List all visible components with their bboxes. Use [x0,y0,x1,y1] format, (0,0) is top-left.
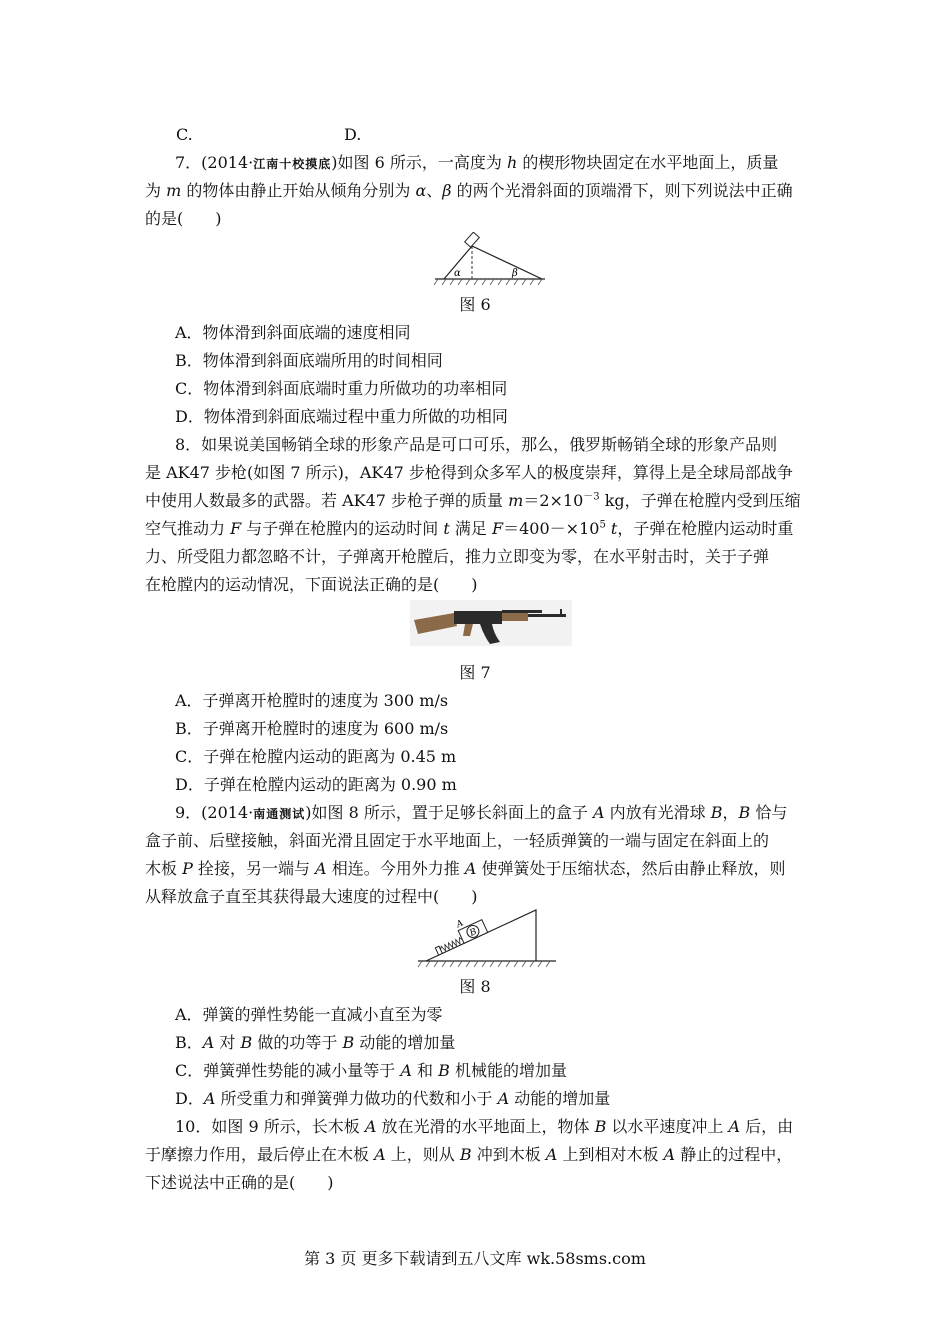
q9-source: 南通测试 [253,807,306,821]
option-c: C. [176,125,193,144]
q9-option-d: D．A 所受重力和弹簧弹力做功的代数和小于 A 动能的增加量 [175,1089,611,1108]
svg-text:B: B [468,927,479,939]
q8-option-b: B．子弹离开枪膛时的速度为 600 m/s [175,719,449,738]
q7-option-d: D．物体滑到斜面底端过程中重力所做的功相同 [175,407,508,426]
figure-8-caption: 图 8 [459,977,491,996]
q7-source: 江南十校摸底 [253,157,332,171]
svg-text:α: α [454,268,461,279]
q9-option-b: B．A 对 B 做的功等于 B 动能的增加量 [175,1033,456,1052]
q9-line-4: 从释放盒子直至其获得最大速度的过程中( ) [145,887,478,906]
q8-line-1: 8．如果说美国畅销全球的形象产品是可口可乐，那么，俄罗斯畅销全球的形象产品则 [175,435,778,454]
q9-line-1: 9．(2014·南通测试)如图 8 所示，置于足够长斜面上的盒子 A 内放有光滑球 B，B 恰与 [175,803,788,822]
option-row-cd [176,124,836,146]
q9-option-a: A．弹簧的弹性势能一直减小直至为零 [175,1005,443,1024]
q8-line-2: 是 AK47 步枪(如图 7 所示)，AK47 步枪得到众多军人的极度崇拜，算得上是全球局部战争 [145,463,793,482]
figure-7-caption: 图 7 [459,663,491,682]
q7-option-c: C．物体滑到斜面底端时重力所做功的功率相同 [175,379,508,398]
q8-line-4: 空气推动力 F 与子弹在枪膛内的运动时间 t 满足 $F=400-\times 10^5$ t，子弹在枪膛内运动时重 [145,519,794,538]
svg-text:β: β [512,268,518,279]
q8-option-d: D．子弹在枪膛内运动的距离为 0.90 m [175,775,457,794]
q7-option-a: A．物体滑到斜面底端的速度相同 [175,323,411,342]
q7-line-3: 的是( ) [145,209,222,228]
q7-line-2: 为 m 的物体由静止开始从倾角分别为 α、β 的两个光滑斜面的顶端滑下，则下列说法中正确 [145,181,793,200]
svg-text:A: A [454,918,466,931]
q9-option-c: C．弹簧弹性势能的减小量等于 A 和 B 机械能的增加量 [175,1061,567,1080]
q8-line-3: 中使用人数最多的武器。若 AK47 步枪子弹的质量 $m=2\times 10^{-3}$ kg，子弹在枪膛内受到压缩 [145,491,801,510]
q10-line-1: 10．如图 9 所示，长木板 A 放在光滑的水平地面上，物体 B 以水平速度冲上 A 后，由 [175,1117,794,1136]
option-d: D. [344,125,362,144]
page-footer: 第 3 页 更多下载请到五八文库 wk.58sms.com [304,1249,646,1268]
q8-line-5: 力、所受阻力都忽略不计，子弹离开枪膛后，推力立即变为零，在水平射击时，关于子弹 [145,547,770,566]
figure-6-caption: 图 6 [459,295,491,314]
q9-line-3: 木板 P 拴接，另一端与 A 相连。今用外力推 A 使弹簧处于压缩状态，然后由静止释放，则 [145,859,786,878]
q8-line-6: 在枪膛内的运动情况，下面说法正确的是( ) [145,575,478,594]
q8-option-a: A．子弹离开枪膛时的速度为 300 m/s [175,691,449,710]
q8-option-c: C．子弹在枪膛内运动的距离为 0.45 m [175,747,457,766]
q10-line-2: 于摩擦力作用，最后停止在木板 A 上，则从 B 冲到木板 A 上到相对木板 A 静止的过程中， [145,1145,793,1164]
figure-7-rifle [410,600,572,646]
q7-line-1: 7．(2014·江南十校摸底)如图 6 所示，一高度为 h 的楔形物块固定在水平地面上，质量 [175,153,779,172]
q10-line-3: 下述说法中正确的是( ) [145,1173,334,1192]
figure-8-incline [416,906,558,968]
q9-line-2: 盒子前、后壁接触，斜面光滑且固定于水平地面上，一轻质弹簧的一端与固定在斜面上的 [145,831,770,850]
q7-option-b: B．物体滑到斜面底端所用的时间相同 [175,351,443,370]
figure-6-wedge [432,232,548,286]
